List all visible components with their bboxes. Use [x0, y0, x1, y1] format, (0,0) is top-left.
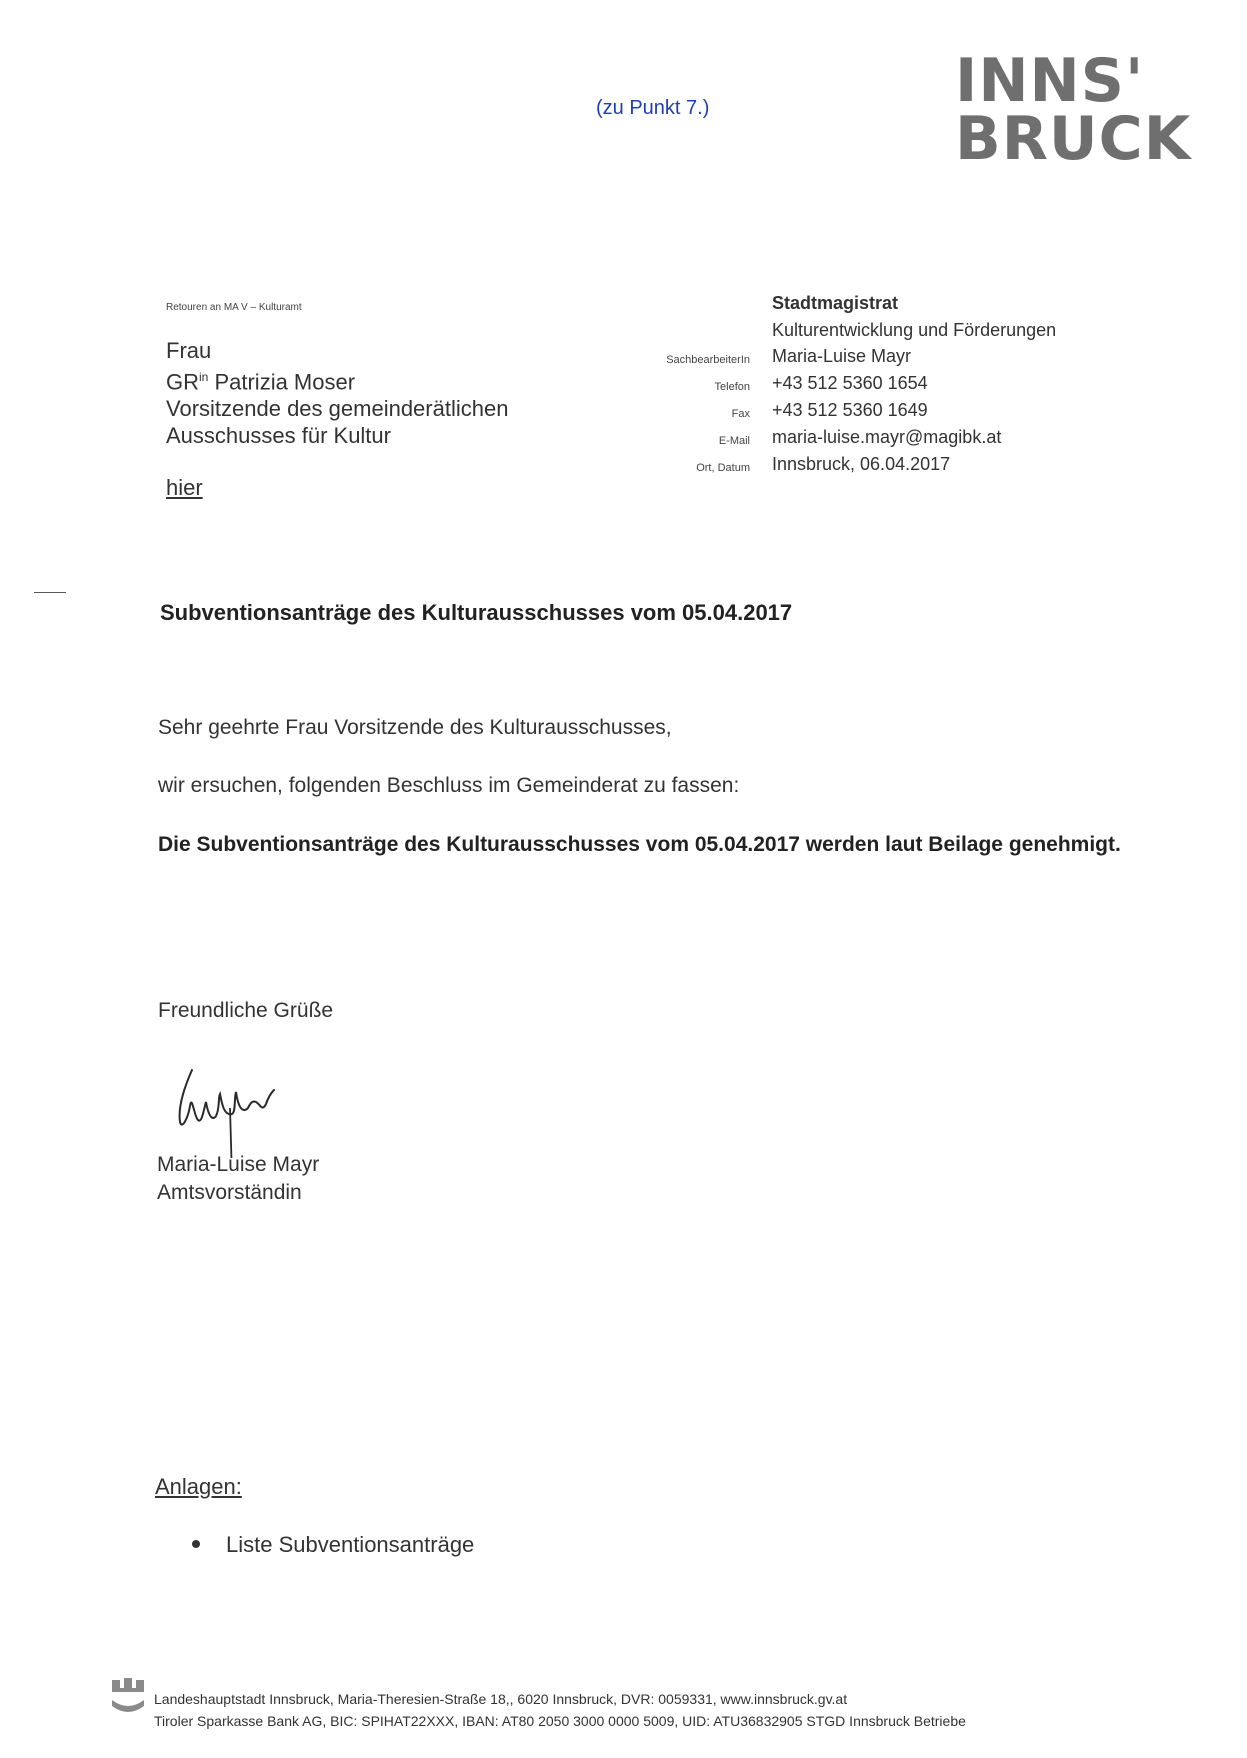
- signer-position: Amtsvorständin: [157, 1181, 302, 1204]
- sender-department: Kulturentwicklung und Förderungen: [772, 320, 1057, 340]
- closing: Freundliche Grüße: [158, 999, 334, 1022]
- attachment-item: [192, 1532, 474, 1558]
- footer-line-2: Tiroler Sparkasse Bank AG, BIC: SPIHAT22XXX, IBAN: AT80 2050 3000 0000 5009, UID: ATU36832905 STGD Innsbruck Betriebe: [154, 1713, 966, 1729]
- field-label-phone: Telefon: [714, 381, 750, 393]
- recipient-title-suffix: in: [199, 370, 209, 384]
- field-label-clerk: SachbearbeiterIn: [666, 354, 750, 366]
- field-value-place-date: Innsbruck, 06.04.2017: [772, 454, 951, 474]
- logo-line-2: BRUCK: [955, 104, 1192, 174]
- field-value-email: maria-luise.mayr@magibk.at: [772, 427, 1002, 447]
- recipient-salutation: Frau: [166, 338, 212, 363]
- city-emblem-icon: [110, 1678, 146, 1716]
- sender-org: Stadtmagistrat: [772, 293, 899, 313]
- request-text: wir ersuchen, folgenden Beschluss im Gemeinderat zu fassen:: [158, 774, 740, 797]
- recipient-name: Patrizia Moser: [208, 369, 356, 395]
- attachment-item-label: Liste Subventionsanträge: [226, 1532, 475, 1557]
- recipient-name-line: [166, 364, 508, 395]
- recipient-title: GR: [166, 369, 199, 395]
- logo-line-1: INNS': [955, 46, 1145, 116]
- field-label-place-date: Ort, Datum: [696, 462, 750, 474]
- innsbruck-logo: [955, 46, 1195, 174]
- footer: [154, 1688, 966, 1732]
- greeting: Sehr geehrte Frau Vorsitzende des Kulturausschusses,: [158, 716, 672, 739]
- signature: [170, 1058, 300, 1158]
- field-value-phone: +43 512 5360 1654: [772, 373, 928, 393]
- bullet-icon: [192, 1540, 200, 1548]
- field-value-clerk: Maria-Luise Mayr: [772, 346, 912, 366]
- field-label-email: E-Mail: [718, 435, 750, 447]
- attachments-heading: Anlagen:: [155, 1474, 242, 1499]
- subject-line: Subventionsanträge des Kulturausschusses vom 05.04.2017: [160, 600, 793, 625]
- signer-block: [157, 1151, 319, 1207]
- signer-name: Maria-Luise Mayr: [157, 1153, 320, 1176]
- field-value-fax: +43 512 5360 1649: [772, 400, 928, 420]
- recipient-role-2: Ausschusses für Kultur: [166, 423, 391, 449]
- recipient-role-1: Vorsitzende des gemeinderätlichen: [166, 396, 509, 422]
- agenda-reference: (zu Punkt 7.): [596, 97, 710, 119]
- decision-text: Die Subventionsanträge des Kulturausschusses vom 05.04.2017 werden laut Beilage genehmigt.: [158, 833, 1121, 856]
- return-address: Retouren an MA V – Kulturamt: [166, 302, 302, 313]
- fold-mark: [34, 592, 66, 593]
- recipient-address: [166, 337, 508, 449]
- footer-line-1: Landeshauptstadt Innsbruck, Maria-Theresien-Straße 18,, 6020 Innsbruck, DVR: 0059331, www.innsbruck.gv.at: [154, 1691, 848, 1707]
- recipient-location: hier: [166, 475, 203, 500]
- field-label-fax: Fax: [731, 408, 750, 420]
